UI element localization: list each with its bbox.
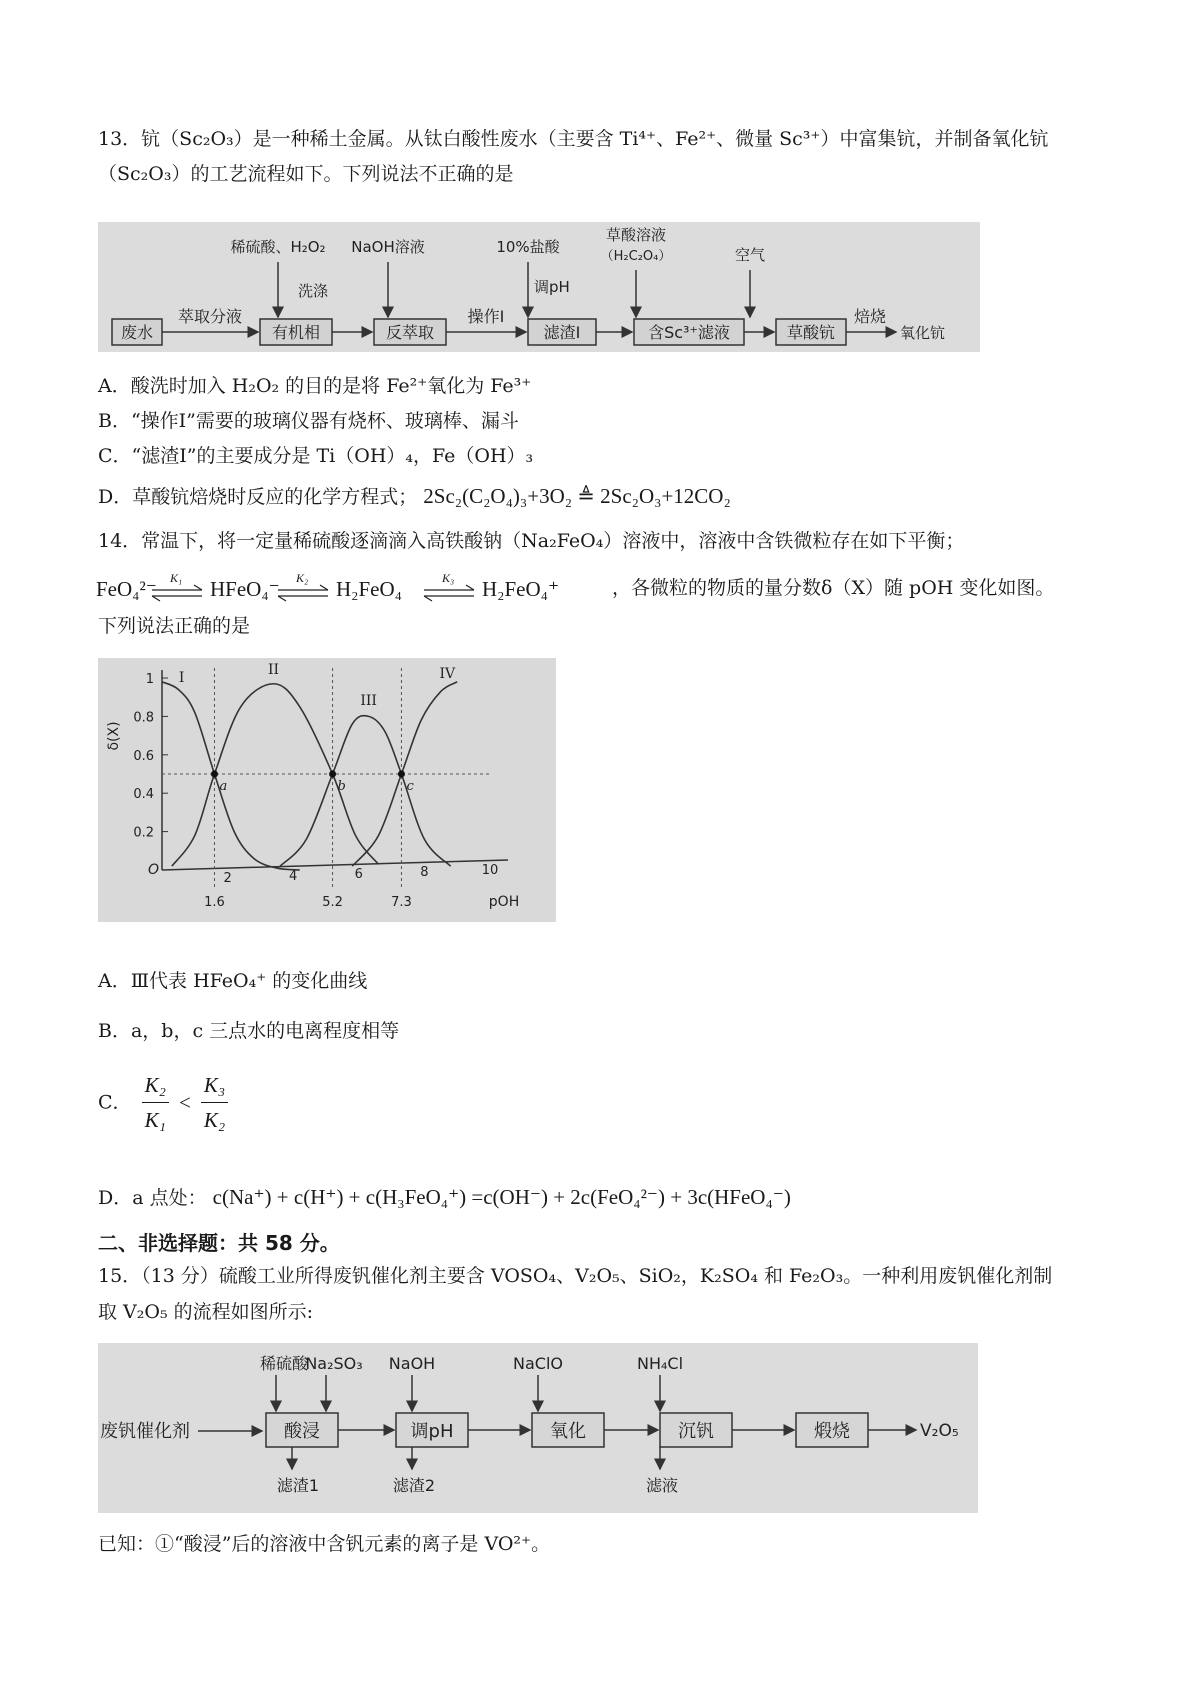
y-tick-label: 0.2 [133,825,154,841]
q14-stem-line1: 14．常温下，将一定量稀硫酸逐滴滴入高铁酸钠（Na₂FeO₄）溶液中，溶液中含铁微粒存在如下平衡； [98,530,965,552]
box-label: 草酸钪 [786,323,836,342]
box-label: 煅烧 [814,1421,850,1442]
box-label: 有机相 [271,323,321,342]
q15-flowchart [98,1343,978,1513]
q14-option-d-equation: c(Na⁺) + c(H⁺) + c(H₃FeO₄⁺) =c(OH⁻) + 2c(FeO₄²⁻) + 3c(HFeO₄⁻) [212,1185,791,1209]
x-axis-label: pOH [488,894,520,910]
reagent-label: （H₂C₂O₄） [600,249,672,264]
reagent-label: 稀硫酸 [259,1354,309,1373]
constant: K₁ [170,571,183,585]
box-label: 反萃取 [385,323,435,342]
x-tick-label: 10 [481,863,499,878]
species: H₂FeO₄⁺ [482,577,560,601]
q14-option-a: A．Ⅲ代表 HFeO₄⁺ 的变化曲线 [98,970,368,992]
start-label: 废钒催化剂 [100,1421,190,1442]
species: HFeO₄⁻ [210,577,280,601]
section-title: 二、非选择题：共 58 分。 [98,1231,340,1255]
reagent-label: Na₂SO₃ [305,1354,363,1373]
x-tick-label: 4 [289,869,298,884]
reagent-label: 稀硫酸、H₂O₂ [230,238,326,256]
y-tick-label: 1 [145,672,154,687]
numerator: K₃ [201,1068,228,1103]
reagent-label: 草酸溶液 [605,226,667,244]
point-label: c [406,779,414,794]
series-line-II [172,684,379,866]
x-tick-label: 1.6 [204,895,225,910]
x-tick-label: 2 [223,871,232,886]
q13-flowchart [98,222,980,352]
q15-stem-line2: 取 V₂O₅ 的流程如图所示: [98,1301,314,1323]
y-axis-label: δ(X) [106,721,122,751]
species: FeO₄²⁻ [96,577,157,601]
y-tick-label: 0.4 [133,787,154,803]
reagent-note: 调pH [534,278,570,296]
reagent-label: NaOH [388,1354,436,1373]
q14-option-b: B．a，b，c 三点水的电离程度相等 [98,1020,400,1042]
q14-option-c [98,1068,232,1137]
q14-chart-svg [98,658,556,922]
point-label: b [337,779,346,794]
point-b [329,771,336,778]
point-c [398,771,405,778]
arrow-label: 萃取分液 [177,307,243,326]
reagent-label: 10%盐酸 [496,238,560,256]
fraction-k2-k1 [142,1068,169,1137]
q13-stem-line1: 13．钪（Sc₂O₃）是一种稀土金属。从钛白酸性废水（主要含 Ti⁴⁺、Fe²⁺、微量 Sc³⁺）中富集钪，并制备氧化钪 [98,128,1049,150]
constant: K₃ [442,571,455,585]
q14-option-d [98,1183,791,1212]
q15-known: 已知：①“酸浸”后的溶液中含钒元素的离子是 VO²⁺。 [98,1533,551,1555]
x-tick-label: 5.2 [322,895,343,910]
q13-option-b: B．“操作Ⅰ”需要的玻璃仪器有烧杯、玻璃棒、漏斗 [98,410,519,432]
box-label: 滤渣Ⅰ [543,323,581,342]
reagent-label: NH₄Cl [636,1354,684,1373]
box-label: 沉钒 [678,1421,714,1442]
final-product: 氧化钪 [900,324,946,342]
x-tick-label: 8 [420,865,429,880]
box-label: 调pH [410,1421,454,1442]
arrow-label: 焙烧 [853,307,887,326]
q13-stem-line2: （Sc₂O₃）的工艺流程如下。下列说法不正确的是 [98,163,514,185]
final-product: V₂O₅ [920,1421,959,1441]
denominator: K₂ [203,1108,226,1132]
point-a [211,771,218,778]
box-label: 废水 [120,323,154,342]
q14-chart [98,658,556,922]
x-axis [162,860,508,870]
series-label: IV [439,666,456,682]
output-label: 滤渣1 [276,1476,320,1495]
reagent-label: NaOH溶液 [351,238,425,256]
box-label: 氧化 [550,1421,586,1442]
series-label: I [178,669,185,686]
constant: K₂ [296,571,309,585]
x-tick-label: 7.3 [391,895,412,910]
q15-stem-line1: 15．（13 分）硫酸工业所得废钒催化剂主要含 VOSO₄、V₂O₅、SiO₂，K₂SO₄ 和 Fe₂O₃。一种利用废钒催化剂制 [98,1265,1053,1287]
q14-equilibrium-tail: ，各微粒的物质的量分数δ（X）随 pOH 变化如图。 [612,577,1055,599]
series-label: II [267,662,280,679]
q14-equilibrium [94,566,1054,610]
box-label: 含Sc³⁺滤液 [648,323,730,342]
q13-option-d-equation: 2Sc₂(C₂O₄)₃+3O₂ ≜ 2Sc₂O₃+12CO₂ [423,484,731,508]
q14-option-c-label: C． [98,1091,132,1114]
x-tick-label: 6 [354,867,363,882]
fraction-k3-k2 [201,1068,228,1137]
point-label: a [219,779,228,794]
q13-option-d [98,482,731,511]
less-than: < [178,1090,191,1115]
q14-option-d-prefix: D．a 点处： [98,1187,207,1209]
q13-option-c: C．“滤渣Ⅰ”的主要成分是 Ti（OH）₄，Fe（OH）₃ [98,445,534,467]
q14-stem-line3: 下列说法正确的是 [98,615,251,637]
arrow-label: 操作Ⅰ [467,307,505,326]
reagent-note: 洗涤 [298,282,329,300]
reagent-label: 空气 [734,246,766,264]
output-label: 滤渣2 [392,1476,436,1495]
y-tick-label: 0.6 [133,748,154,764]
series-label: III [360,692,377,709]
q13-option-d-prefix: D．草酸钪焙烧时反应的化学方程式； [98,486,418,508]
q13-option-a: A．酸洗时加入 H₂O₂ 的目的是将 Fe²⁺氧化为 Fe³⁺ [98,375,532,397]
origin-label: O [148,862,160,878]
series-line-III [280,716,451,866]
reagent-label: NaClO [513,1354,563,1373]
species: H₂FeO₄ [336,577,402,601]
box-label: 酸浸 [284,1421,320,1442]
output-label: 滤液 [645,1476,679,1495]
numerator: K₂ [142,1068,169,1103]
y-tick-label: 0.8 [133,710,154,726]
series-line-I [162,682,300,870]
denominator: K₁ [144,1108,166,1132]
